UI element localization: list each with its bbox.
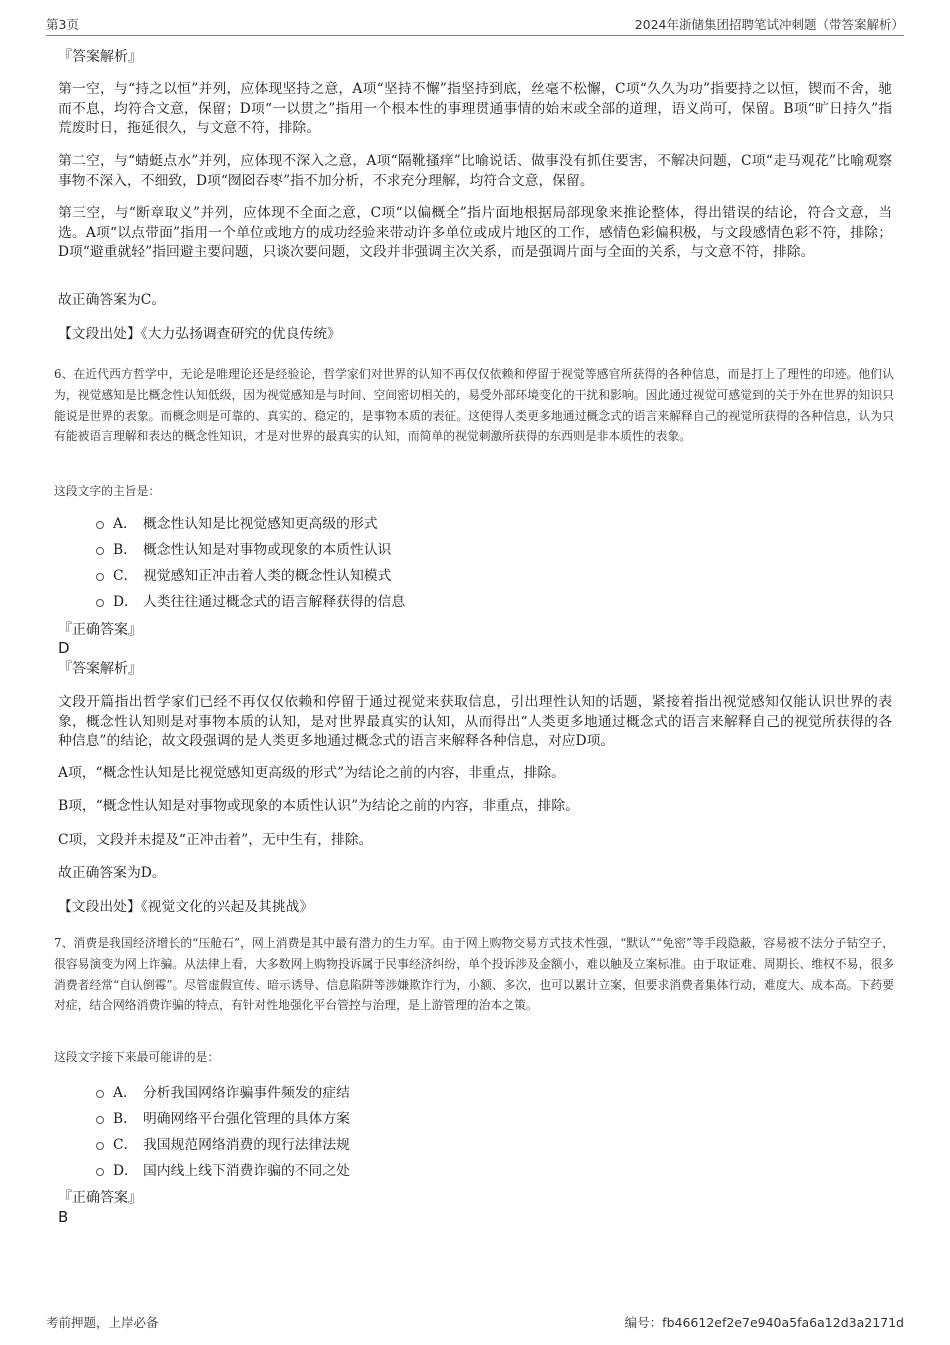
correct-answer: D [58,639,70,657]
conclusion: 故正确答案为C。 [58,292,166,308]
option-d[interactable]: D． 国内线上线下消费诈骗的不同之处 [96,1162,350,1180]
option-d[interactable]: D． 人类往往通过概念式的语言解释获得的信息 [96,593,405,611]
analysis-label: 『答案解析』 [58,49,142,65]
analysis-paragraph: 第一空，与“持之以恒”并列，应体现坚持之意，A项“坚持不懈”指坚持到底，丝毫不松懈，C项“久久为功”指要持之以恒，锲而不舍，驰而不息，均符合文意，保留；D项“一以贯之”指用一个根本性的事理贯通事情的始末或全部的道理，语义尚可，保留。B项“旷日持久”指荒废时日，拖延很久，与文意不符，排除。 [58,81,892,136]
analysis-paragraph: C项，文段并未提及“正冲击着”，无中生有，排除。 [58,832,373,848]
question-stem: 这段文字接下来最可能讲的是： [54,1050,220,1064]
analysis-paragraph: B项，“概念性认知是对事物或现象的本质性认识”为结论之前的内容，非重点，排除。 [58,798,579,814]
option-b[interactable]: B． 明确网络平台强化管理的具体方案 [96,1110,350,1128]
analysis-paragraph: 第二空，与“蜻蜓点水”并列，应体现不深入之意，A项“隔靴搔痒”比喻说话、做事没有抓住要害，不解决问题，C项“走马观花”比喻观察事物不深入，不细致，D项“囫囵吞枣”指不加分析，不求充分理解，均符合文意，保留。 [58,153,892,189]
radio-button[interactable] [96,1116,104,1124]
question-passage: 6、在近代西方哲学中，无论是唯理论还是经验论，哲学家们对世界的认知不再仅仅依赖和停留于视觉等感官所获得的各种信息，而是打上了理性的印迹。他们认为，视觉感知是比概念性认知低级，因为视觉感知是与时间、空间密切相关的，易受外部环境变化的干扰和影响。因此通过视觉可感觉到的关于外在世界的知识只能说是世界的表象。而概念则是可靠的、真实的、稳定的，是事物本质的表征。这使得人类更多地通过概念式的语言来解释自己的视觉所获得的各种信息，认为只有能被语言理解和表达的概念性知识，才是对世界的最真实的认知，而简单的视觉刺激所获得的东西则是非本质性的表象。 [54,367,894,444]
analysis-paragraph: A项，“概念性认知是比视觉感知更高级的形式”为结论之前的内容，非重点，排除。 [58,765,565,781]
page-footer [46,1313,904,1333]
option-c[interactable]: C． 我国规范网络消费的现行法律法规 [96,1136,350,1154]
source-citation: 【文段出处】《大力弘扬调查研究的优良传统》 [58,326,341,342]
conclusion: 故正确答案为D。 [58,865,166,881]
answer-label: 『正确答案』 [58,1190,142,1206]
option-b[interactable]: B． 概念性认知是对事物或现象的本质性认识 [96,541,391,559]
radio-button[interactable] [96,573,104,581]
document-id: 编号：fb46612ef2e7e940a5fa6a12d3a2171d [624,1315,904,1330]
radio-button[interactable] [96,1090,104,1098]
radio-button[interactable] [96,521,104,529]
option-c[interactable]: C． 视觉感知正冲击着人类的概念性认知模式 [96,567,391,585]
radio-button[interactable] [96,599,104,607]
footer-slogan: 考前押题，上岸必备 [46,1315,159,1330]
correct-answer: B [58,1208,69,1226]
document-title: 2024年浙储集团招聘笔试冲刺题（带答案解析） [634,17,904,32]
radio-button[interactable] [96,1168,104,1176]
option-a[interactable]: A． 分析我国网络诈骗事件频发的症结 [96,1084,350,1102]
option-a[interactable]: A． 概念性认知是比视觉感知更高级的形式 [96,515,378,533]
radio-button[interactable] [96,1142,104,1150]
answer-label: 『正确答案』 [58,622,142,638]
question-passage: 7、消费是我国经济增长的“压舱石”，网上消费是其中最有潜力的生力军。由于网上购物交易方式技术性强，“默认”“免密”等手段隐蔽，容易被不法分子钻空子，很容易演变为网上诈骗。从法律上看，大多数网上购物投诉属于民事经济纠纷，单个投诉涉及金额小，难以触及立案标准。由于取证难、周期长、维权不易，很多消费者经常“自认倒霉”。尽管虚假宣传、暗示诱导、信息陷阱等涉嫌欺诈行为，小额、多次，也可以累计立案，但要求消费者集体行动，难度大、成本高。下药要对症，结合网络消费诈骗的特点，有针对性地强化平台管控与治理，是上游管理的治本之策。 [54,936,894,1013]
radio-button[interactable] [96,547,104,555]
analysis-paragraph: 文段开篇指出哲学家们已经不再仅仅依赖和停留于通过视觉来获取信息，引出理性认知的话题，紧接着指出视觉感知仅能认识世界的表象，概念性认知则是对事物本质的认知，是对世界最真实的认知，从而得出“人类更多地通过概念式的语言来解释自己的视觉所获得的各种信息”的结论，故文段强调的是人类更多地通过概念式的语言来解释各种信息，对应D项。 [58,694,892,749]
analysis-paragraph: 第三空，与“断章取义”并列，应体现不全面之意，C项“以偏概全”指片面地根据局部现象来推论整体，得出错误的结论，符合文意，当选。A项“以点带面”指用一个单位或地方的成功经验来带动许多单位或成片地区的工作，感情色彩偏积极，与文段感情色彩不符，排除；D项“避重就轻”指回避主要问题，只谈次要问题，文段并非强调主次关系，而是强调片面与全面的关系，与文意不符，排除。 [58,205,892,260]
page-header [46,13,904,36]
analysis-label: 『答案解析』 [58,661,142,677]
question-stem: 这段文字的主旨是： [54,484,161,498]
page-number: 第3页 [46,17,79,32]
source-citation: 【文段出处】《视觉文化的兴起及其挑战》 [58,899,314,915]
